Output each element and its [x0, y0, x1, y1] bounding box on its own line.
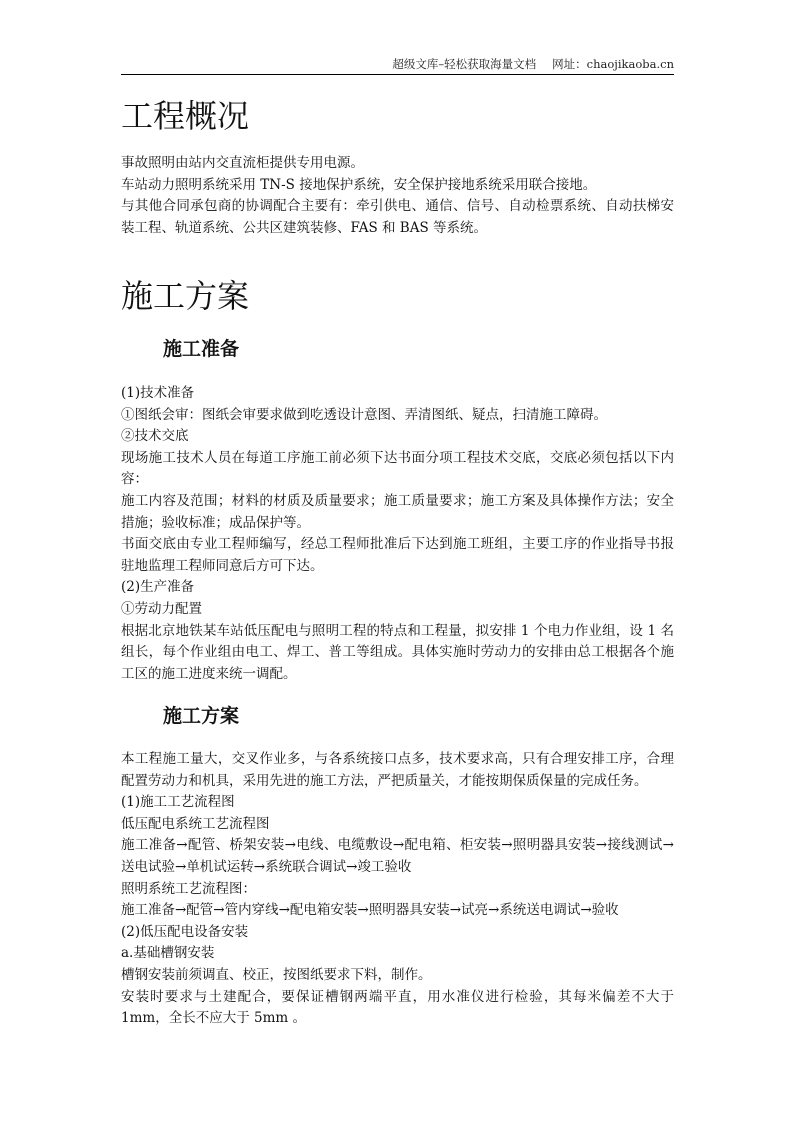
paragraph: a.基础槽钢安装 [121, 945, 215, 962]
subsection-title-plan: 施工方案 [163, 705, 240, 727]
overview-body [121, 153, 674, 239]
paragraph: 根据北京地铁某车站低压配电与照明工程的特点和工程量，拟安排 1 个电力作业组，设 1 名组长，每个作业组由电工、焊工、普工等组成。具体实施时劳动力的安排由总工根据各个施工区的施工进度来统一调配。 [121, 622, 674, 682]
header-site-name: 超级文库–轻松获取海量文档 [392, 57, 537, 71]
paragraph: 低压配电系统工艺流程图 [121, 815, 270, 832]
paragraph: (2)低压配电设备安装 [121, 923, 249, 940]
paragraph: ①劳动力配置 [121, 600, 202, 617]
paragraph: 事故照明由站内交直流柜提供专用电源。 [121, 155, 364, 171]
subsection-title-preparation: 施工准备 [163, 338, 240, 360]
paragraph: (2)生产准备 [121, 579, 195, 596]
plan-body [121, 749, 674, 1030]
section-title-overview: 工程概况 [121, 97, 250, 135]
paragraph: 安装时要求与土建配合，要保证槽钢两端平直，用水准仪进行检验，其每米偏差不大于 1mm，全长不应大于 5mm 。 [121, 988, 674, 1027]
paragraph: 车站动力照明系统采用 TN-S 接地保护系统，安全保护接地系统采用联合接地。 [121, 176, 597, 193]
paragraph: 槽钢安装前须调直、校正，按图纸要求下料，制作。 [121, 966, 432, 983]
paragraph: 本工程施工量大，交叉作业多，与各系统接口点多，技术要求高，只有合理安排工序，合理配置劳动力和机具，采用先进的施工方法，严把质量关，才能按期保质保量的完成任务。 [121, 751, 674, 789]
paragraph: ①图纸会审：图纸会审要求做到吃透设计意图、弄清图纸、疑点，扫清施工障碍。 [121, 406, 607, 423]
paragraph: (1)技术准备 [121, 385, 195, 401]
paragraph: (1)施工工艺流程图 [121, 794, 235, 811]
paragraph: 施工准备→配管、桥架安装→电线、电缆敷设→配电箱、柜安装→照明器具安装→接线测试→送电试验→单机试运转→系统联合调试→竣工验收 [121, 837, 674, 875]
page-header [121, 56, 674, 72]
paragraph: 施工内容及范围；材料的材质及质量要求；施工质量要求；施工方案及具体操作方法；安全措施；验收标准；成品保护等。 [121, 492, 674, 531]
paragraph: ②技术交底 [121, 428, 189, 445]
paragraph: 现场施工技术人员在每道工序施工前必须下达书面分项工程技术交底，交底必须包括以下内容： [121, 449, 674, 488]
paragraph: 照明系统工艺流程图： [121, 880, 256, 897]
section-title-construction-plan: 施工方案 [121, 277, 250, 315]
paragraph: 书面交底由专业工程师编写，经总工程师批准后下达到施工班组，主要工序的作业指导书报驻地监理工程师同意后方可下达。 [121, 536, 674, 574]
header-url: 网址：chaojikaoba.cn [552, 57, 674, 71]
preparation-body [121, 383, 674, 685]
paragraph: 施工准备→配管→管内穿线→配电箱安装→照明器具安装→试亮→系统送电调试→验收 [121, 902, 619, 919]
header-divider [121, 74, 674, 75]
paragraph: 与其他合同承包商的协调配合主要有：牵引供电、通信、信号、自动检票系统、自动扶梯安装工程、轨道系统、公共区建筑装修、FAS 和 BAS 等系统。 [121, 198, 674, 236]
